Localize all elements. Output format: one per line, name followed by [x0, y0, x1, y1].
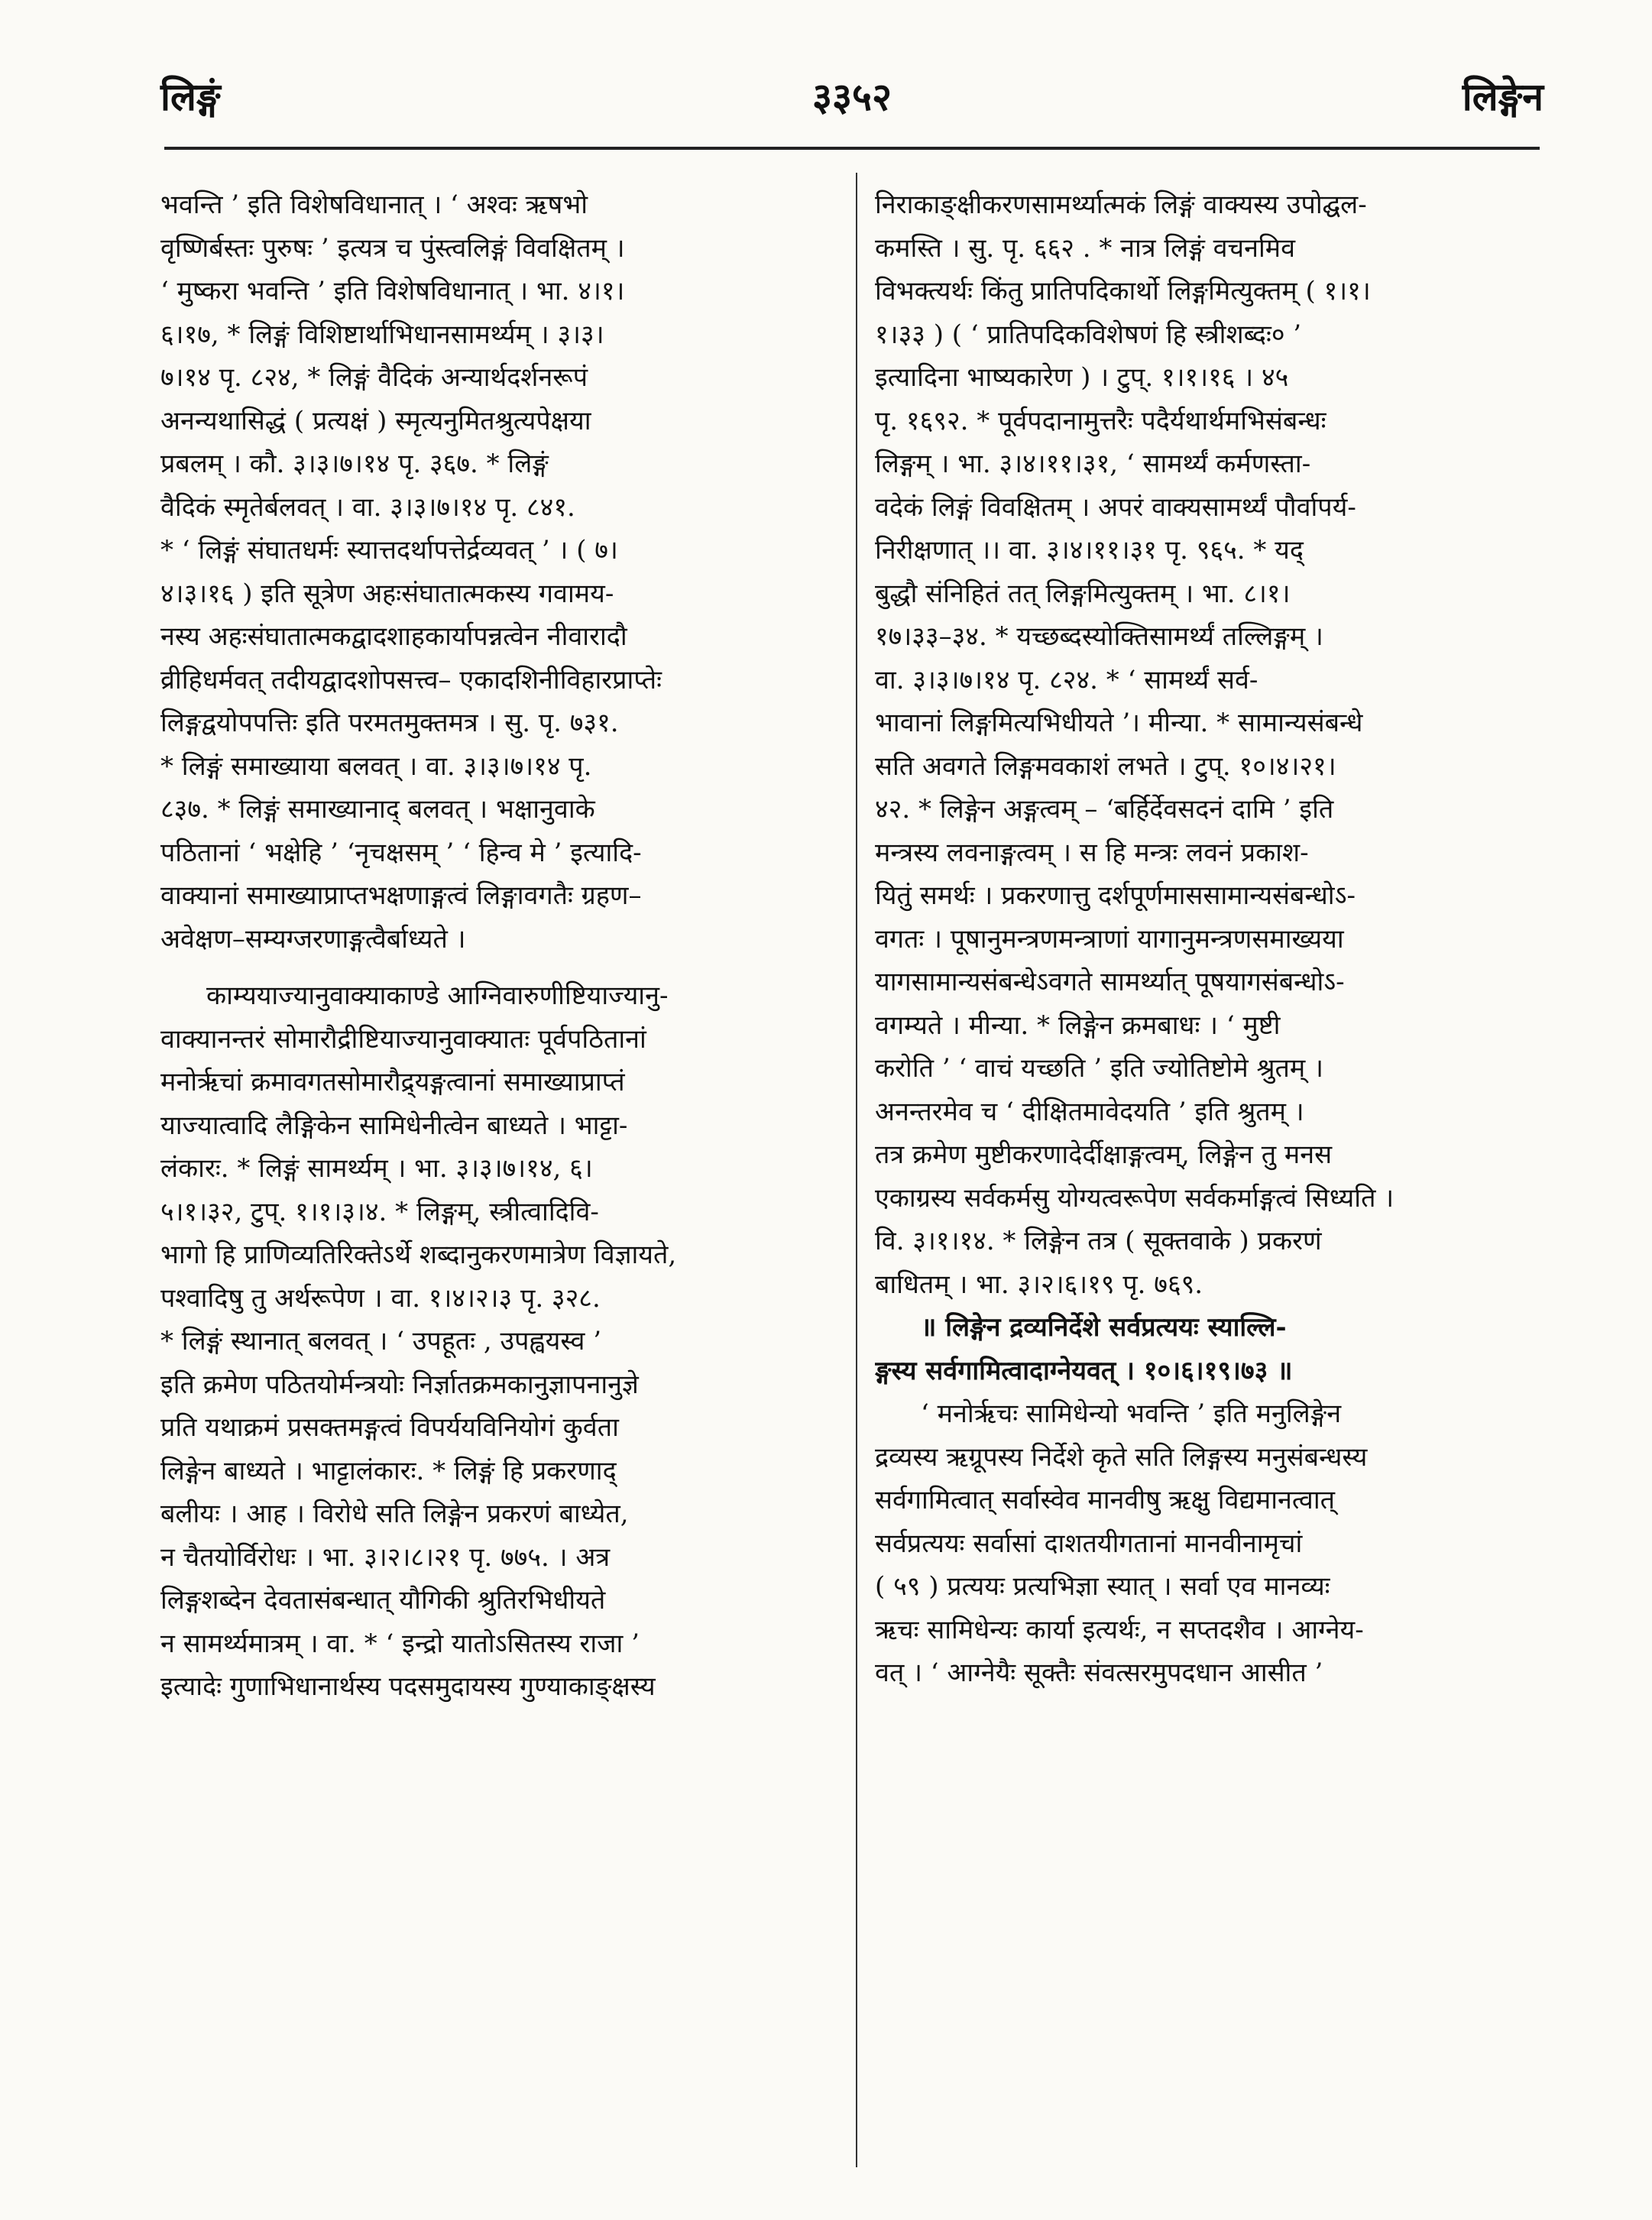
text-line: अनन्यथासिद्धं ( प्रत्यक्षं ) स्मृत्यनुमितश्रुत्यपेक्षया — [160, 405, 591, 436]
left-paragraph-2 — [160, 974, 844, 1709]
paragraph-gap — [160, 961, 844, 974]
text-line: मनोर्ऋचां क्रमावगतसोमारौद्र्यङ्गत्वानां समाख्याप्राप्तं — [160, 1067, 625, 1097]
text-line: एकाग्रस्य सर्वकर्मसु योग्यत्वरूपेण सर्वकर्माङ्गत्वं सिध्यति । — [875, 1182, 1394, 1214]
header-rule — [164, 147, 1540, 150]
text-line: कमस्ति । सु. पृ. ६६२ . * नात्र लिङ्गं वचनमिव — [875, 232, 1295, 264]
text-line: न सामर्थ्यमात्रम् । वा. * ‘ इन्द्रो यातोऽसितस्य राजा ’ — [160, 1628, 640, 1659]
text-line: वगतः । पूषानुमन्त्रणमन्त्राणां यागानुमन्त्रणसमाख्यया — [875, 923, 1344, 954]
text-line: प्रति यथाक्रमं प्रसक्तमङ्गत्वं विपर्ययविनियोगं कुर्वता — [160, 1412, 619, 1443]
text-line: वृष्णिर्बस्तः पुरुषः ’ इत्यत्र च पुंस्त्वलिङ्गं विवक्षितम् । — [160, 232, 625, 264]
text-line: ( ५९ ) प्रत्ययः प्रत्यभिज्ञा स्यात् । सर्वा एव मानव्यः — [875, 1571, 1330, 1602]
text-line: १।३३ ) ( ‘ प्रातिपदिकविशेषणं हि स्त्रीशब्दः० ’ — [875, 319, 1302, 350]
text-line: वि. ३।१।१४. * लिङ्गेन तत्र ( सूक्तवाके ) प्रकरणं — [875, 1226, 1322, 1256]
text-line: वा. ३।३।७।१४ पृ. ८२४. * ‘ सामर्थ्यं सर्व- — [875, 664, 1258, 695]
header-left-guide-word: लिङ्गं — [160, 74, 221, 119]
text-line: लिङ्गेन बाध्यते । भाट्टालंकारः. * लिङ्गं हि प्रकरणाद् — [160, 1455, 617, 1486]
text-line: इत्यादेः गुणाभिधानार्थस्य पदसमुदायस्य गुण्याकाङ्क्षस्य — [160, 1671, 656, 1702]
text-line: व्रीहिधर्मवत् तदीयद्वादशोपसत्त्व– एकादशिनीविहारप्राप्तेः — [160, 664, 662, 695]
text-line: ४२. * लिङ्गेन अङ्गत्वम् – ‘बर्हिर्देवसदनं दामि ’ इति — [875, 794, 1334, 825]
left-paragraph-1 — [160, 183, 844, 961]
right-paragraph-1 — [875, 183, 1559, 1306]
text-line: वगम्यते । मीन्या. * लिङ्गेन क्रमबाधः । ‘ मुष्टी — [875, 1010, 1281, 1041]
sutra-heading — [875, 1306, 1559, 1392]
column-divider — [856, 173, 857, 2167]
right-column — [875, 183, 1559, 1695]
text-line: नस्य अहःसंघातात्मकद्वादशाहकार्यापन्नत्वेन नीवारादौ — [160, 621, 627, 652]
text-line: ‘ मुष्करा भवन्ति ’ इति विशेषविधानात् । भा. ४।१। — [160, 276, 625, 306]
text-line: काम्ययाज्यानुवाक्याकाण्डे आग्निवारुणीष्टियाज्यानु- — [206, 980, 669, 1011]
text-line: सर्वप्रत्ययः सर्वासां दाशतयीगतानां मानवीनामृचां — [875, 1528, 1303, 1559]
text-line: * ‘ लिङ्गं संघातधर्मः स्यात्तदर्थापत्तेर्द्रव्यवत् ’ । ( ७। — [160, 535, 618, 566]
text-line: यितुं समर्थः । प्रकरणात्तु दर्शपूर्णमाससामान्यसंबन्धोऽ- — [875, 880, 1356, 911]
text-line: लिङ्गद्वयोपपत्तिः इति परमतमुक्तमत्र । सु. पृ. ७३१. — [160, 708, 619, 738]
text-line: ५।१।३२, टुप्. १।१।३।४. * लिङ्गम्, स्त्रीत्वादिवि- — [160, 1196, 599, 1227]
text-line: लंकारः. * लिङ्गं सामर्थ्यम् । भा. ३।३।७।१४, ६। — [160, 1153, 593, 1184]
text-line: वैदिकं स्मृतेर्बलवत् । वा. ३।३।७।१४ पृ. ८४१. — [160, 491, 575, 523]
text-line: वत् । ‘ आग्नेयैः सूक्तैः संवत्सरमुपदधान आसीत ’ — [875, 1658, 1323, 1688]
text-line: प्रबलम् । कौ. ३।३।७।१४ पृ. ३६७. * लिङ्गं — [160, 449, 549, 479]
text-line: इत्यादिना भाष्यकारेण ) । टुप्. १।१।१६ । ४५ — [875, 362, 1289, 393]
text-line: इति क्रमेण पठितयोर्मन्त्रयोः निर्ज्ञातक्रमकानुज्ञापनानुज्ञे — [160, 1369, 639, 1400]
text-line: बाधितम् । भा. ३।२।६।१९ पृ. ७६९. — [875, 1269, 1203, 1300]
text-line: मन्त्रस्य लवनाङ्गत्वम् । स हि मन्त्रः लवनं प्रकाश- — [875, 837, 1309, 868]
text-line: द्रव्यस्य ऋग्रूपस्य निर्देशे कृते सति लिङ्गस्य मनुसंबन्धस्य — [875, 1441, 1368, 1473]
text-line: * लिङ्गं समाख्याया बलवत् । वा. ३।३।७।१४ पृ. — [160, 750, 592, 782]
text-line: सति अवगते लिङ्गमवकाशं लभते । टुप्. १०।४।२१। — [875, 750, 1336, 782]
text-line: ७।१४ पृ. ८२४, * लिङ्गं वैदिकं अन्यार्थदर्शनरूपं — [160, 362, 588, 393]
text-line: वाक्यानन्तरं सोमारौद्रीष्टियाज्यानुवाक्यातः पूर्वपठितानां — [160, 1023, 646, 1055]
header-right-guide-word: लिङ्गेन — [1462, 74, 1543, 119]
text-line: याज्यात्वादि लैङ्गिकेन सामिधेनीत्वेन बाध्यते । भाट्टा- — [160, 1110, 628, 1141]
text-line: भावानां लिङ्गमित्यभिधीयते ’। मीन्या. * सामान्यसंबन्धे — [875, 708, 1363, 738]
text-line: वाक्यानां समाख्याप्राप्तभक्षणाङ्गत्वं लिङ्गावगतैः ग्रहण– — [160, 880, 642, 911]
text-line: बलीयः । आह । विरोधे सति लिङ्गेन प्रकरणं बाध्येत, — [160, 1499, 629, 1529]
text-line: निराकाङ्क्षीकरणसामर्थ्यात्मकं लिङ्गं वाक्यस्य उपोद्घल- — [875, 190, 1367, 220]
text-line: विभक्त्यर्थः किंतु प्रातिपदिकार्थो लिङ्गमित्युक्तम् ( १।१। — [875, 276, 1371, 306]
text-line: लिङ्गशब्देन देवतासंबन्धात् यौगिकी श्रुतिरभिधीयते — [160, 1585, 606, 1616]
left-column — [160, 183, 844, 1709]
text-line: पठितानां ‘ भक्षेहि ’ ‘नृचक्षसम् ’ ‘ हिन्व मे ’ इत्यादि- — [160, 837, 642, 868]
text-line: भागो हि प्राणिव्यतिरिक्तेऽर्थे शब्दानुकरणमात्रेण विज्ञायते, — [160, 1240, 677, 1270]
page-number: ३३५२ — [812, 74, 892, 119]
text-line: करोति ’ ‘ वाचं यच्छति ’ इति ज्योतिष्टोमे श्रुतम् । — [875, 1053, 1323, 1084]
text-line: तत्र क्रमेण मुष्टीकरणादेर्दीक्षाङ्गत्वम्, लिङ्गेन तु मनस — [875, 1139, 1333, 1170]
sutra-line: ङ्गस्य सर्वगामित्वादाग्नेयवत् । १०।६।१९।७३ ॥ — [875, 1355, 1293, 1386]
text-line: वदेकं लिङ्गं विवक्षितम् । अपरं वाक्यसामर्थ्यं पौर्वापर्य- — [875, 491, 1356, 523]
text-line: यागसामान्यसंबन्धेऽवगते सामर्थ्यात् पूषयागसंबन्धोऽ- — [875, 967, 1345, 997]
page-header — [160, 70, 1543, 131]
text-line: निरीक्षणात् ।। वा. ३।४।११।३१ पृ. ९६५. * यद् — [875, 535, 1304, 566]
text-line: पश्वादिषु तु अर्थरूपेण । वा. १।४।२।३ पृ. ३२८. — [160, 1282, 601, 1314]
text-line: ८३७. * लिङ्गं समाख्यानाद् बलवत् । भक्षानुवाके — [160, 794, 595, 825]
text-line: अनन्तरमेव च ‘ दीक्षितमावेदयति ’ इति श्रुतम् । — [875, 1096, 1304, 1127]
text-line: ऋचः सामिधेन्यः कार्या इत्यर्थः, न सप्तदशैव । आग्नेय- — [875, 1614, 1364, 1645]
text-line: * लिङ्गं स्थानात् बलवत् । ‘ उपहूतः , उपह्वयस्व ’ — [160, 1326, 602, 1356]
text-line: अवेक्षण–सम्यग्जरणाङ्गत्वैर्बाध्यते । — [160, 923, 466, 954]
text-line: ६।१७, * लिङ्गं विशिष्टार्थाभिधानसामर्थ्यम् । ३।३। — [160, 319, 604, 350]
sutra-line: ॥ लिङ्गेन द्रव्यनिर्देशे सर्वप्रत्ययः स्याल्लि- — [921, 1312, 1287, 1343]
text-line: न चैतयोर्विरोधः । भा. ३।२।८।२१ पृ. ७७५. । अत्र — [160, 1541, 611, 1573]
text-line: लिङ्गम् । भा. ३।४।११।३१, ‘ सामर्थ्यं कर्मणस्ता- — [875, 449, 1311, 479]
text-line: पृ. १६९२. * पूर्वपदानामुत्तरैः पदैर्यथार्थमभिसंबन्धः — [875, 405, 1326, 436]
right-paragraph-2 — [875, 1392, 1559, 1695]
text-line: भवन्ति ’ इति विशेषविधानात् । ‘ अश्वः ऋषभो — [160, 190, 588, 220]
text-line: १७।३३–३४. * यच्छब्दस्योक्तिसामर्थ्यं तल्लिङ्गम् । — [875, 621, 1323, 652]
text-line: ‘ मनोर्ऋचः सामिधेन्यो भवन्ति ’ इति मनुलिङ्गेन — [921, 1398, 1342, 1429]
text-line: सर्वगामित्वात् सर्वास्वेव मानवीषु ऋक्षु विद्यमानत्वात् — [875, 1485, 1336, 1515]
text-line: बुद्धौ संनिहितं तत् लिङ्गमित्युक्तम् । भा. ८।१। — [875, 578, 1291, 609]
text-line: ४।३।१६ ) इति सूत्रेण अहःसंघातात्मकस्य गवामय- — [160, 578, 614, 609]
